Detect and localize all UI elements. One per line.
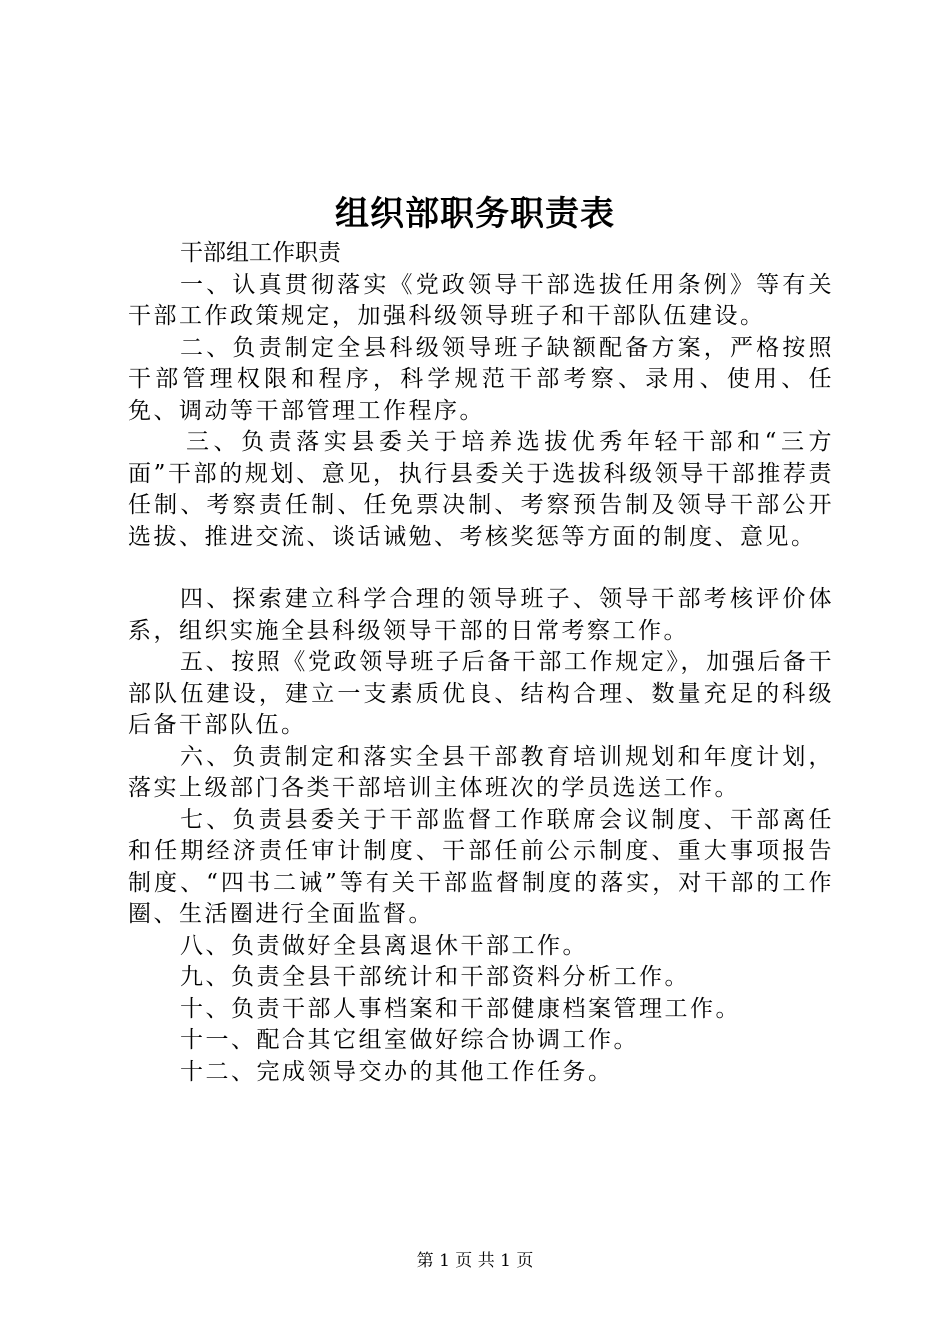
duty-item-4: 四、探索建立科学合理的领导班子、领导干部考核评价体系，组织实施全县科级领导干部的日常考察工作。	[128, 586, 834, 644]
duty-item-12: 十二、完成领导交办的其他工作任务。	[180, 1058, 614, 1085]
page-number-footer: 第 1 页 共 1 页	[416, 1251, 534, 1271]
duty-item-10: 十、负责干部人事档案和干部健康档案管理工作。	[180, 995, 741, 1022]
document-title: 组织部职务职责表	[335, 194, 615, 234]
duty-item-1: 一、认真贯彻落实《党政领导干部选拔任用条例》等有关干部工作政策规定，加强科级领导班子和干部队伍建设。	[128, 271, 834, 329]
duty-item-9: 九、负责全县干部统计和干部资料分析工作。	[180, 964, 690, 990]
section-subheading: 干部组工作职责	[180, 240, 341, 266]
duty-item-7: 七、负责县委关于干部监督工作联席会议制度、干部离任和任期经济责任审计制度、干部任前公示制度、重大事项报告制度、“四书二诫”等有关干部监督制度的落实，对干部的工作圈、生活圈进行全面监督。	[128, 806, 834, 927]
duty-item-11: 十一、配合其它组室做好综合协调工作。	[180, 1027, 639, 1053]
duty-item-3: 三、负责落实县委关于培养选拔优秀年轻干部和“三方面”干部的规划、意见，执行县委关于选拔科级领导干部推荐责任制、考察责任制、任免票决制、考察预告制及领导干部公开选拔、推进交流、谈话诫勉、考核奖惩等方面的制度、意见。	[128, 429, 834, 550]
duty-item-5: 五、按照《党政领导班子后备干部工作规定》，加强后备干部队伍建设，建立一支素质优良、结构合理、数量充足的科级后备干部队伍。	[128, 649, 834, 738]
document-body	[128, 238, 834, 1088]
duty-item-2: 二、负责制定全县科级领导班子缺额配备方案，严格按照干部管理权限和程序，科学规范干部考察、录用、使用、任免、调动等干部管理工作程序。	[128, 334, 834, 424]
duty-item-8: 八、负责做好全县离退休干部工作。	[180, 932, 588, 959]
duty-item-6: 六、负责制定和落实全县干部教育培训规划和年度计划，落实上级部门各类干部培训主体班次的学员选送工作。	[128, 743, 834, 801]
